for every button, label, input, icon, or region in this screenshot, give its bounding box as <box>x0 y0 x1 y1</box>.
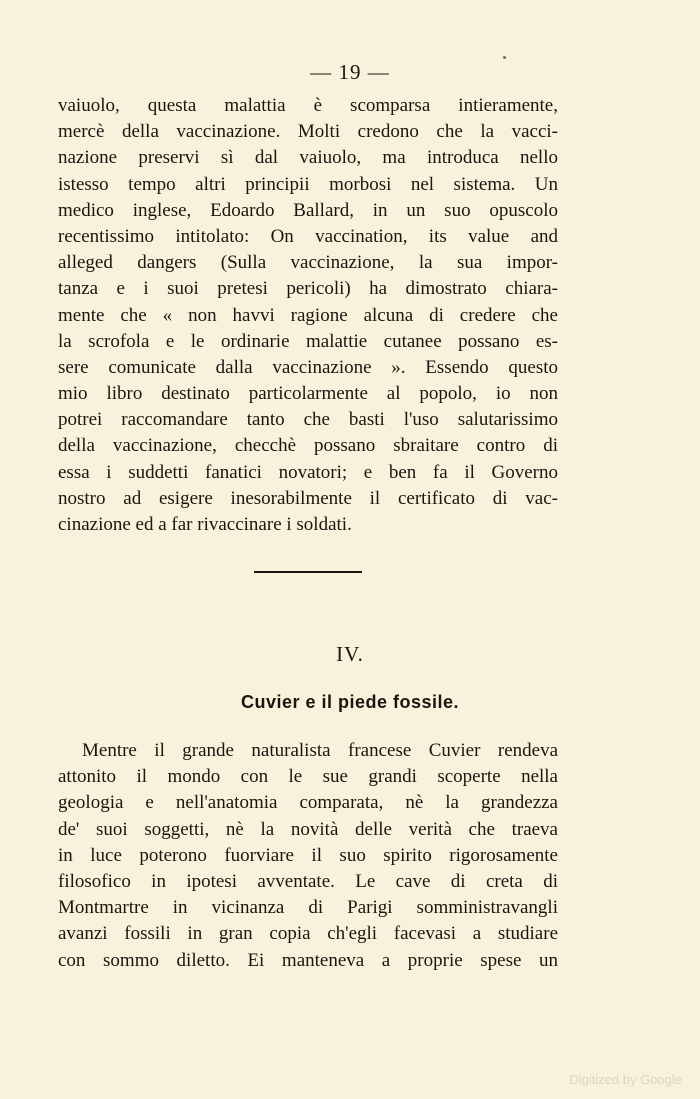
paragraph-cuvier <box>58 738 558 974</box>
section-divider <box>254 571 362 573</box>
text-line: mercè della vaccinazione. Molti credono che la vacci- <box>58 121 558 143</box>
text-line: geologia e nell'anatomia comparata, nè la grandezza <box>58 792 558 814</box>
text-line: in luce poterono fuorviare il suo spirito rigorosamente <box>58 844 558 866</box>
text-line: Montmartre in vicinanza di Parigi somministravangli <box>58 897 558 919</box>
ink-speck <box>503 56 506 59</box>
paragraph-vaccination <box>58 93 558 538</box>
text-line: attonito il mondo con le sue grandi scoperte nella <box>58 766 558 788</box>
text-line: recentissimo intitolato: On vaccination, its value and <box>58 225 558 247</box>
text-line: mio libro destinato particolarmente al popolo, io non <box>58 383 558 405</box>
text-line: vaiuolo, questa malattia è scomparsa intieramente, <box>58 95 558 116</box>
text-line: con sommo diletto. Ei manteneva a proprie spese un <box>58 949 558 971</box>
text-line: Mentre il grande naturalista francese Cuvier rendeva <box>82 740 558 761</box>
text-line: la scrofola e le ordinarie malattie cutanee possano es- <box>58 330 558 352</box>
page-number: — 19 — <box>310 60 390 84</box>
text-line: potrei raccomandare tanto che basti l'uso salutarissimo <box>58 409 558 431</box>
text-line: nazione preservi sì dal vaiuolo, ma introduca nello <box>58 147 558 169</box>
text-line: alleged dangers (Sulla vaccinazione, la sua impor- <box>58 252 558 274</box>
chapter-title: Cuvier e il piede fossile. <box>240 692 460 712</box>
text-line: cinazione ed a far rivaccinare i soldati. <box>58 514 352 535</box>
text-line: tanza e i suoi pretesi pericoli) ha dimostrato chiara- <box>58 278 558 300</box>
text-line: nostro ad esigere inesorabilmente il certificato di vac- <box>58 487 558 509</box>
chapter-number: IV. <box>336 642 364 666</box>
digitization-watermark: Digitized by Google <box>569 1072 682 1087</box>
text-line: mente che « non havvi ragione alcuna di credere che <box>58 304 558 326</box>
text-line: avanzi fossili in gran copia ch'egli facevasi a studiare <box>58 923 558 945</box>
text-line: essa i suddetti fanatici novatori; e ben fa il Governo <box>58 461 558 483</box>
text-line: de' suoi soggetti, nè la novità delle verità che traeva <box>58 818 558 840</box>
text-line: filosofico in ipotesi avventate. Le cave di creta di <box>58 870 558 892</box>
text-line: della vaccinazione, checchè possano sbraitare contro di <box>58 435 558 457</box>
text-line: medico inglese, Edoardo Ballard, in un suo opuscolo <box>58 199 558 221</box>
text-line: sere comunicate dalla vaccinazione ». Essendo questo <box>58 356 558 378</box>
text-line: istesso tempo altri principii morbosi nel sistema. Un <box>58 173 558 195</box>
